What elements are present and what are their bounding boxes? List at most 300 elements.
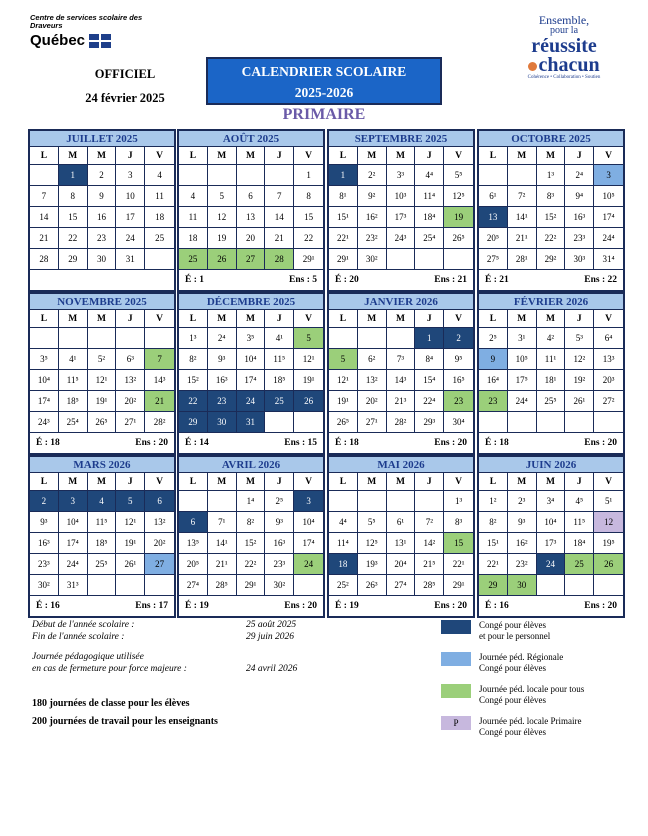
- day-cell: 10: [116, 186, 145, 207]
- day-cell: [30, 165, 59, 186]
- day-cell: 10⁴: [30, 370, 59, 391]
- teacher-count: Ens : 17: [135, 601, 168, 611]
- day-cell: 24: [237, 391, 266, 412]
- day-cell: [537, 412, 566, 433]
- day-cell: 1⁴: [237, 491, 266, 512]
- month-5: [177, 292, 325, 455]
- day-cell: [329, 328, 358, 349]
- day-cell: 30²: [265, 575, 294, 596]
- month-title: DÉCEMBRE 2025: [179, 294, 323, 310]
- day-cell: [415, 491, 444, 512]
- day-cell: 12¹: [88, 370, 117, 391]
- day-cell: 26¹: [565, 391, 594, 412]
- day-cell: [537, 575, 566, 596]
- day-cell: 25: [179, 249, 208, 270]
- de-dot-icon: [528, 62, 537, 71]
- day-cell: 12: [208, 207, 237, 228]
- day-cell: 31³: [59, 575, 88, 596]
- day-cell: 26: [208, 249, 237, 270]
- weekday-label: J: [415, 147, 444, 165]
- day-cell: 25²: [329, 575, 358, 596]
- day-cell: 1³: [179, 328, 208, 349]
- day-cell: 21⁵: [415, 554, 444, 575]
- month-totals: [329, 433, 473, 453]
- day-cell: 24³: [30, 412, 59, 433]
- day-cell: 20: [237, 228, 266, 249]
- day-cell: 4⁴: [329, 512, 358, 533]
- teacher-count: Ens : 15: [284, 438, 317, 448]
- day-cell: 4¹: [59, 349, 88, 370]
- day-cell: 7: [30, 186, 59, 207]
- day-cell: 31⁴: [594, 249, 623, 270]
- day-cell: 27⁴: [387, 575, 416, 596]
- legend-text: [479, 652, 629, 674]
- day-cell: 29²: [537, 249, 566, 270]
- day-cell: 30⁴: [444, 412, 473, 433]
- day-cell: 5⁵: [444, 165, 473, 186]
- pedday-value: 24 avril 2026: [246, 664, 298, 674]
- month-totals: [479, 433, 623, 453]
- day-cell: 17: [116, 207, 145, 228]
- weekday-label: J: [415, 310, 444, 328]
- day-cell: [508, 412, 537, 433]
- day-cell: [387, 249, 416, 270]
- month-days: [479, 473, 623, 596]
- day-cell: [444, 249, 473, 270]
- student-count: É : 18: [335, 438, 359, 448]
- weekday-label: J: [565, 310, 594, 328]
- day-cell: [265, 165, 294, 186]
- month-totals: [479, 596, 623, 616]
- day-cell: 25⁵: [88, 554, 117, 575]
- weekday-label: L: [30, 310, 59, 328]
- day-cell: 2⁵: [265, 491, 294, 512]
- day-cell: 12⁵: [358, 533, 387, 554]
- day-cell: 26¹: [116, 554, 145, 575]
- day-cell: 28²: [387, 412, 416, 433]
- pedday-label: en cas de fermeture pour force majeure :: [32, 664, 187, 674]
- day-cell: 18⁴: [415, 207, 444, 228]
- day-cell: [237, 165, 266, 186]
- day-cell: 16³: [265, 533, 294, 554]
- day-cell: 11: [145, 186, 174, 207]
- day-cell: 8²: [237, 512, 266, 533]
- month-11: [477, 455, 625, 618]
- day-cell: 30²: [30, 575, 59, 596]
- day-cell: 5: [329, 349, 358, 370]
- teacher-count: Ens : 20: [284, 601, 317, 611]
- day-cell: 17⁴: [294, 533, 323, 554]
- month-days: [179, 310, 323, 433]
- month-6: [327, 292, 475, 455]
- weekday-label: V: [444, 147, 473, 165]
- day-cell: 2: [88, 165, 117, 186]
- weekday-label: M: [237, 147, 266, 165]
- day-cell: 27²: [594, 391, 623, 412]
- legend-line1: Congé pour élèves: [479, 620, 546, 630]
- weekday-label: M: [59, 473, 88, 491]
- day-cell: 19¹: [116, 533, 145, 554]
- student-count: É : 16: [485, 601, 509, 611]
- day-cell: 23: [444, 391, 473, 412]
- day-cell: 23³: [265, 554, 294, 575]
- teacher-count: Ens : 20: [434, 438, 467, 448]
- day-cell: 19²: [565, 370, 594, 391]
- day-cell: 24: [537, 554, 566, 575]
- day-cell: [30, 328, 59, 349]
- day-cell: [145, 575, 174, 596]
- day-cell: 15²: [237, 533, 266, 554]
- weekday-label: V: [444, 310, 473, 328]
- month-totals: [329, 270, 473, 290]
- day-cell: 13²: [145, 512, 174, 533]
- legend-text: [479, 684, 629, 706]
- day-cell: 24: [116, 228, 145, 249]
- day-cell: 10⁴: [59, 512, 88, 533]
- day-cell: 1: [415, 328, 444, 349]
- day-cell: [479, 412, 508, 433]
- title-line2: 2025-2026: [294, 85, 354, 100]
- student-count: É : 14: [185, 438, 209, 448]
- day-cell: 4¹: [265, 328, 294, 349]
- month-title: NOVEMBRE 2025: [30, 294, 174, 310]
- day-cell: 8³: [537, 186, 566, 207]
- day-cell: 13⁵: [179, 533, 208, 554]
- day-cell: 12¹: [294, 349, 323, 370]
- day-cell: 10⁴: [294, 512, 323, 533]
- org-name: Centre de services scolaire des Draveurs: [30, 13, 143, 30]
- month-totals: [30, 270, 174, 290]
- day-cell: 3⁴: [537, 491, 566, 512]
- teacher-days: 200 journées de travail pour les enseignants: [32, 716, 218, 727]
- month-4: [28, 292, 176, 455]
- day-cell: 2⁵: [479, 328, 508, 349]
- day-cell: 14¹: [508, 207, 537, 228]
- day-cell: 24⁴: [594, 228, 623, 249]
- title-line1: CALENDRIER SCOLAIRE: [241, 64, 407, 79]
- legend-text: [479, 716, 629, 738]
- legend-line1: Journée péd. locale Primaire: [479, 716, 582, 726]
- pedday-row: [32, 664, 322, 675]
- day-cell: 9²: [358, 186, 387, 207]
- logo-line3: réussite: [531, 35, 597, 57]
- month-totals: [179, 596, 323, 616]
- day-cell: 6¹: [387, 512, 416, 533]
- month-3: [477, 129, 625, 292]
- day-cell: 2⁴: [565, 165, 594, 186]
- day-cell: 3: [594, 165, 623, 186]
- day-cell: [415, 249, 444, 270]
- weekday-label: J: [265, 147, 294, 165]
- weekday-label: L: [179, 473, 208, 491]
- weekday-label: M: [88, 147, 117, 165]
- day-cell: 3: [116, 165, 145, 186]
- day-cell: 16³: [30, 533, 59, 554]
- day-cell: [329, 491, 358, 512]
- day-cell: 9: [88, 186, 117, 207]
- day-cell: 20⁵: [179, 554, 208, 575]
- day-cell: 23: [88, 228, 117, 249]
- teacher-count: Ens : 21: [434, 275, 467, 285]
- weekday-label: J: [116, 310, 145, 328]
- day-cell: 16: [88, 207, 117, 228]
- day-cell: 11¹: [537, 349, 566, 370]
- day-cell: 4: [88, 491, 117, 512]
- day-cell: 3³: [387, 165, 416, 186]
- day-cell: 17⁵: [508, 370, 537, 391]
- month-days: [179, 147, 323, 270]
- day-cell: 6²: [358, 349, 387, 370]
- month-title: FÉVRIER 2026: [479, 294, 623, 310]
- weekday-label: L: [479, 473, 508, 491]
- month-title: OCTOBRE 2025: [479, 131, 623, 147]
- month-title: JUIN 2026: [479, 457, 623, 473]
- day-cell: 3¹: [508, 328, 537, 349]
- day-cell: [387, 328, 416, 349]
- weekday-label: V: [444, 473, 473, 491]
- day-cell: 12¹: [116, 512, 145, 533]
- month-1: [177, 129, 325, 292]
- day-cell: 12¹: [329, 370, 358, 391]
- day-cell: 18: [329, 554, 358, 575]
- month-title: MARS 2026: [30, 457, 174, 473]
- day-cell: 7: [145, 349, 174, 370]
- day-cell: 10⁴: [537, 512, 566, 533]
- day-cell: 23²: [508, 554, 537, 575]
- day-cell: 7²: [508, 186, 537, 207]
- day-cell: 18⁵: [88, 533, 117, 554]
- month-days: [479, 310, 623, 433]
- weekday-label: M: [358, 147, 387, 165]
- day-cell: 3⁵: [30, 349, 59, 370]
- day-cell: 19¹: [329, 391, 358, 412]
- legend-swatch: [441, 652, 471, 666]
- day-cell: 22²: [237, 554, 266, 575]
- day-cell: 17⁴: [237, 370, 266, 391]
- day-cell: 21: [30, 228, 59, 249]
- day-cell: 26: [594, 554, 623, 575]
- day-cell: [294, 575, 323, 596]
- month-10: [327, 455, 475, 618]
- quebec-flag-icon: [89, 34, 111, 48]
- day-cell: 27⁵: [479, 249, 508, 270]
- day-cell: 27⁴: [179, 575, 208, 596]
- day-cell: 26⁵: [88, 412, 117, 433]
- day-cell: 28⁵: [208, 575, 237, 596]
- day-cell: 29: [479, 575, 508, 596]
- day-cell: [208, 165, 237, 186]
- day-cell: 19: [208, 228, 237, 249]
- student-count: É : 19: [335, 601, 359, 611]
- month-title: AOÛT 2025: [179, 131, 323, 147]
- day-cell: 14: [265, 207, 294, 228]
- legend-line2: et pour le personnel: [479, 631, 551, 641]
- day-cell: 22: [294, 228, 323, 249]
- weekday-label: L: [30, 473, 59, 491]
- day-cell: 6⁴: [594, 328, 623, 349]
- weekday-label: V: [294, 310, 323, 328]
- weekday-label: V: [145, 147, 174, 165]
- day-cell: 29³: [415, 412, 444, 433]
- weekday-label: L: [329, 473, 358, 491]
- day-cell: 27¹: [116, 412, 145, 433]
- day-cell: 16⁵: [444, 370, 473, 391]
- start-value: 25 août 2025: [246, 620, 297, 630]
- day-cell: 31: [237, 412, 266, 433]
- day-cell: 15: [294, 207, 323, 228]
- day-cell: 7¹: [208, 512, 237, 533]
- day-cell: 29¹: [329, 249, 358, 270]
- weekday-label: V: [145, 310, 174, 328]
- day-cell: 14³: [387, 370, 416, 391]
- weekday-label: M: [508, 147, 537, 165]
- day-cell: 5: [294, 328, 323, 349]
- day-cell: 1: [329, 165, 358, 186]
- weekday-label: V: [594, 473, 623, 491]
- day-cell: 2: [30, 491, 59, 512]
- end-row: [32, 632, 322, 643]
- day-cell: 18⁴: [565, 533, 594, 554]
- day-cell: 23³: [565, 228, 594, 249]
- day-cell: 25: [265, 391, 294, 412]
- month-title: JUILLET 2025: [30, 131, 174, 147]
- day-cell: 6¹: [479, 186, 508, 207]
- weekday-label: V: [594, 147, 623, 165]
- day-cell: 22²: [537, 228, 566, 249]
- teacher-count: Ens : 20: [135, 438, 168, 448]
- day-cell: [88, 575, 117, 596]
- day-cell: [358, 328, 387, 349]
- day-cell: 25: [565, 554, 594, 575]
- day-cell: 6³: [116, 349, 145, 370]
- end-value: 29 juin 2026: [246, 632, 295, 642]
- day-cell: 1: [59, 165, 88, 186]
- day-cell: 30²: [358, 249, 387, 270]
- day-cell: 15¹: [329, 207, 358, 228]
- day-cell: 11⁵: [59, 370, 88, 391]
- day-cell: 24³: [387, 228, 416, 249]
- weekday-label: J: [415, 473, 444, 491]
- day-cell: 13²: [116, 370, 145, 391]
- day-cell: [179, 165, 208, 186]
- day-cell: 9³: [30, 512, 59, 533]
- day-cell: 30: [508, 575, 537, 596]
- day-cell: [565, 575, 594, 596]
- weekday-label: J: [116, 147, 145, 165]
- month-totals: [179, 433, 323, 453]
- day-cell: 9: [479, 349, 508, 370]
- day-cell: 13³: [594, 349, 623, 370]
- day-cell: 22¹: [329, 228, 358, 249]
- weekday-label: M: [208, 473, 237, 491]
- day-cell: 5: [208, 186, 237, 207]
- day-cell: 10³: [387, 186, 416, 207]
- day-cell: 18⁵: [59, 391, 88, 412]
- weekday-label: V: [294, 473, 323, 491]
- day-cell: [479, 165, 508, 186]
- day-cell: 4: [179, 186, 208, 207]
- day-cell: 27: [145, 554, 174, 575]
- day-cell: 28: [265, 249, 294, 270]
- weekday-label: V: [294, 147, 323, 165]
- day-cell: [208, 491, 237, 512]
- day-cell: 23²: [358, 228, 387, 249]
- day-cell: 17⁴: [30, 391, 59, 412]
- day-cell: 27: [237, 249, 266, 270]
- day-cell: 29¹: [294, 249, 323, 270]
- month-2: [327, 129, 475, 292]
- weekday-label: J: [565, 473, 594, 491]
- weekday-label: L: [479, 310, 508, 328]
- month-days: [329, 310, 473, 433]
- day-cell: 24⁴: [508, 391, 537, 412]
- logo-quebec: [30, 14, 150, 49]
- weekday-label: M: [59, 147, 88, 165]
- weekday-label: L: [179, 147, 208, 165]
- student-count: É : 1: [185, 275, 204, 285]
- day-cell: 17³: [387, 207, 416, 228]
- day-cell: 20²: [116, 391, 145, 412]
- day-cell: 4: [145, 165, 174, 186]
- day-cell: 24: [294, 554, 323, 575]
- weekday-label: M: [88, 473, 117, 491]
- day-cell: [594, 575, 623, 596]
- month-days: [329, 473, 473, 596]
- weekday-label: M: [537, 473, 566, 491]
- month-days: [30, 473, 174, 596]
- day-cell: 5¹: [594, 491, 623, 512]
- day-cell: [594, 412, 623, 433]
- day-cell: 20²: [358, 391, 387, 412]
- weekday-label: M: [387, 473, 416, 491]
- day-cell: 8¹: [329, 186, 358, 207]
- day-cell: 13: [479, 207, 508, 228]
- weekday-label: M: [387, 310, 416, 328]
- day-cell: 15: [59, 207, 88, 228]
- adoption-date: 24 février 2025: [85, 91, 165, 105]
- day-cell: 13²: [358, 370, 387, 391]
- day-cell: 7: [265, 186, 294, 207]
- day-cell: 9³: [208, 349, 237, 370]
- day-cell: 15¹: [479, 533, 508, 554]
- day-cell: 22: [59, 228, 88, 249]
- weekday-label: J: [116, 473, 145, 491]
- month-title: JANVIER 2026: [329, 294, 473, 310]
- day-cell: 20²: [145, 533, 174, 554]
- day-cell: 5³: [565, 328, 594, 349]
- day-cell: [265, 412, 294, 433]
- day-cell: [145, 328, 174, 349]
- day-cell: 23: [208, 391, 237, 412]
- day-cell: 21: [265, 228, 294, 249]
- month-totals: [479, 270, 623, 290]
- student-days: 180 journées de classe pour les élèves: [32, 698, 190, 709]
- month-7: [477, 292, 625, 455]
- day-cell: 22⁴: [415, 391, 444, 412]
- day-cell: 22¹: [479, 554, 508, 575]
- weekday-label: M: [208, 310, 237, 328]
- student-count: É : 21: [485, 275, 509, 285]
- month-totals: [329, 596, 473, 616]
- month-days: [479, 147, 623, 270]
- weekday-label: M: [208, 147, 237, 165]
- legend-swatch: [441, 620, 471, 634]
- weekday-label: J: [265, 310, 294, 328]
- day-cell: 18: [145, 207, 174, 228]
- student-count: É : 18: [485, 438, 509, 448]
- day-cell: 6: [179, 512, 208, 533]
- day-cell: 30³: [565, 249, 594, 270]
